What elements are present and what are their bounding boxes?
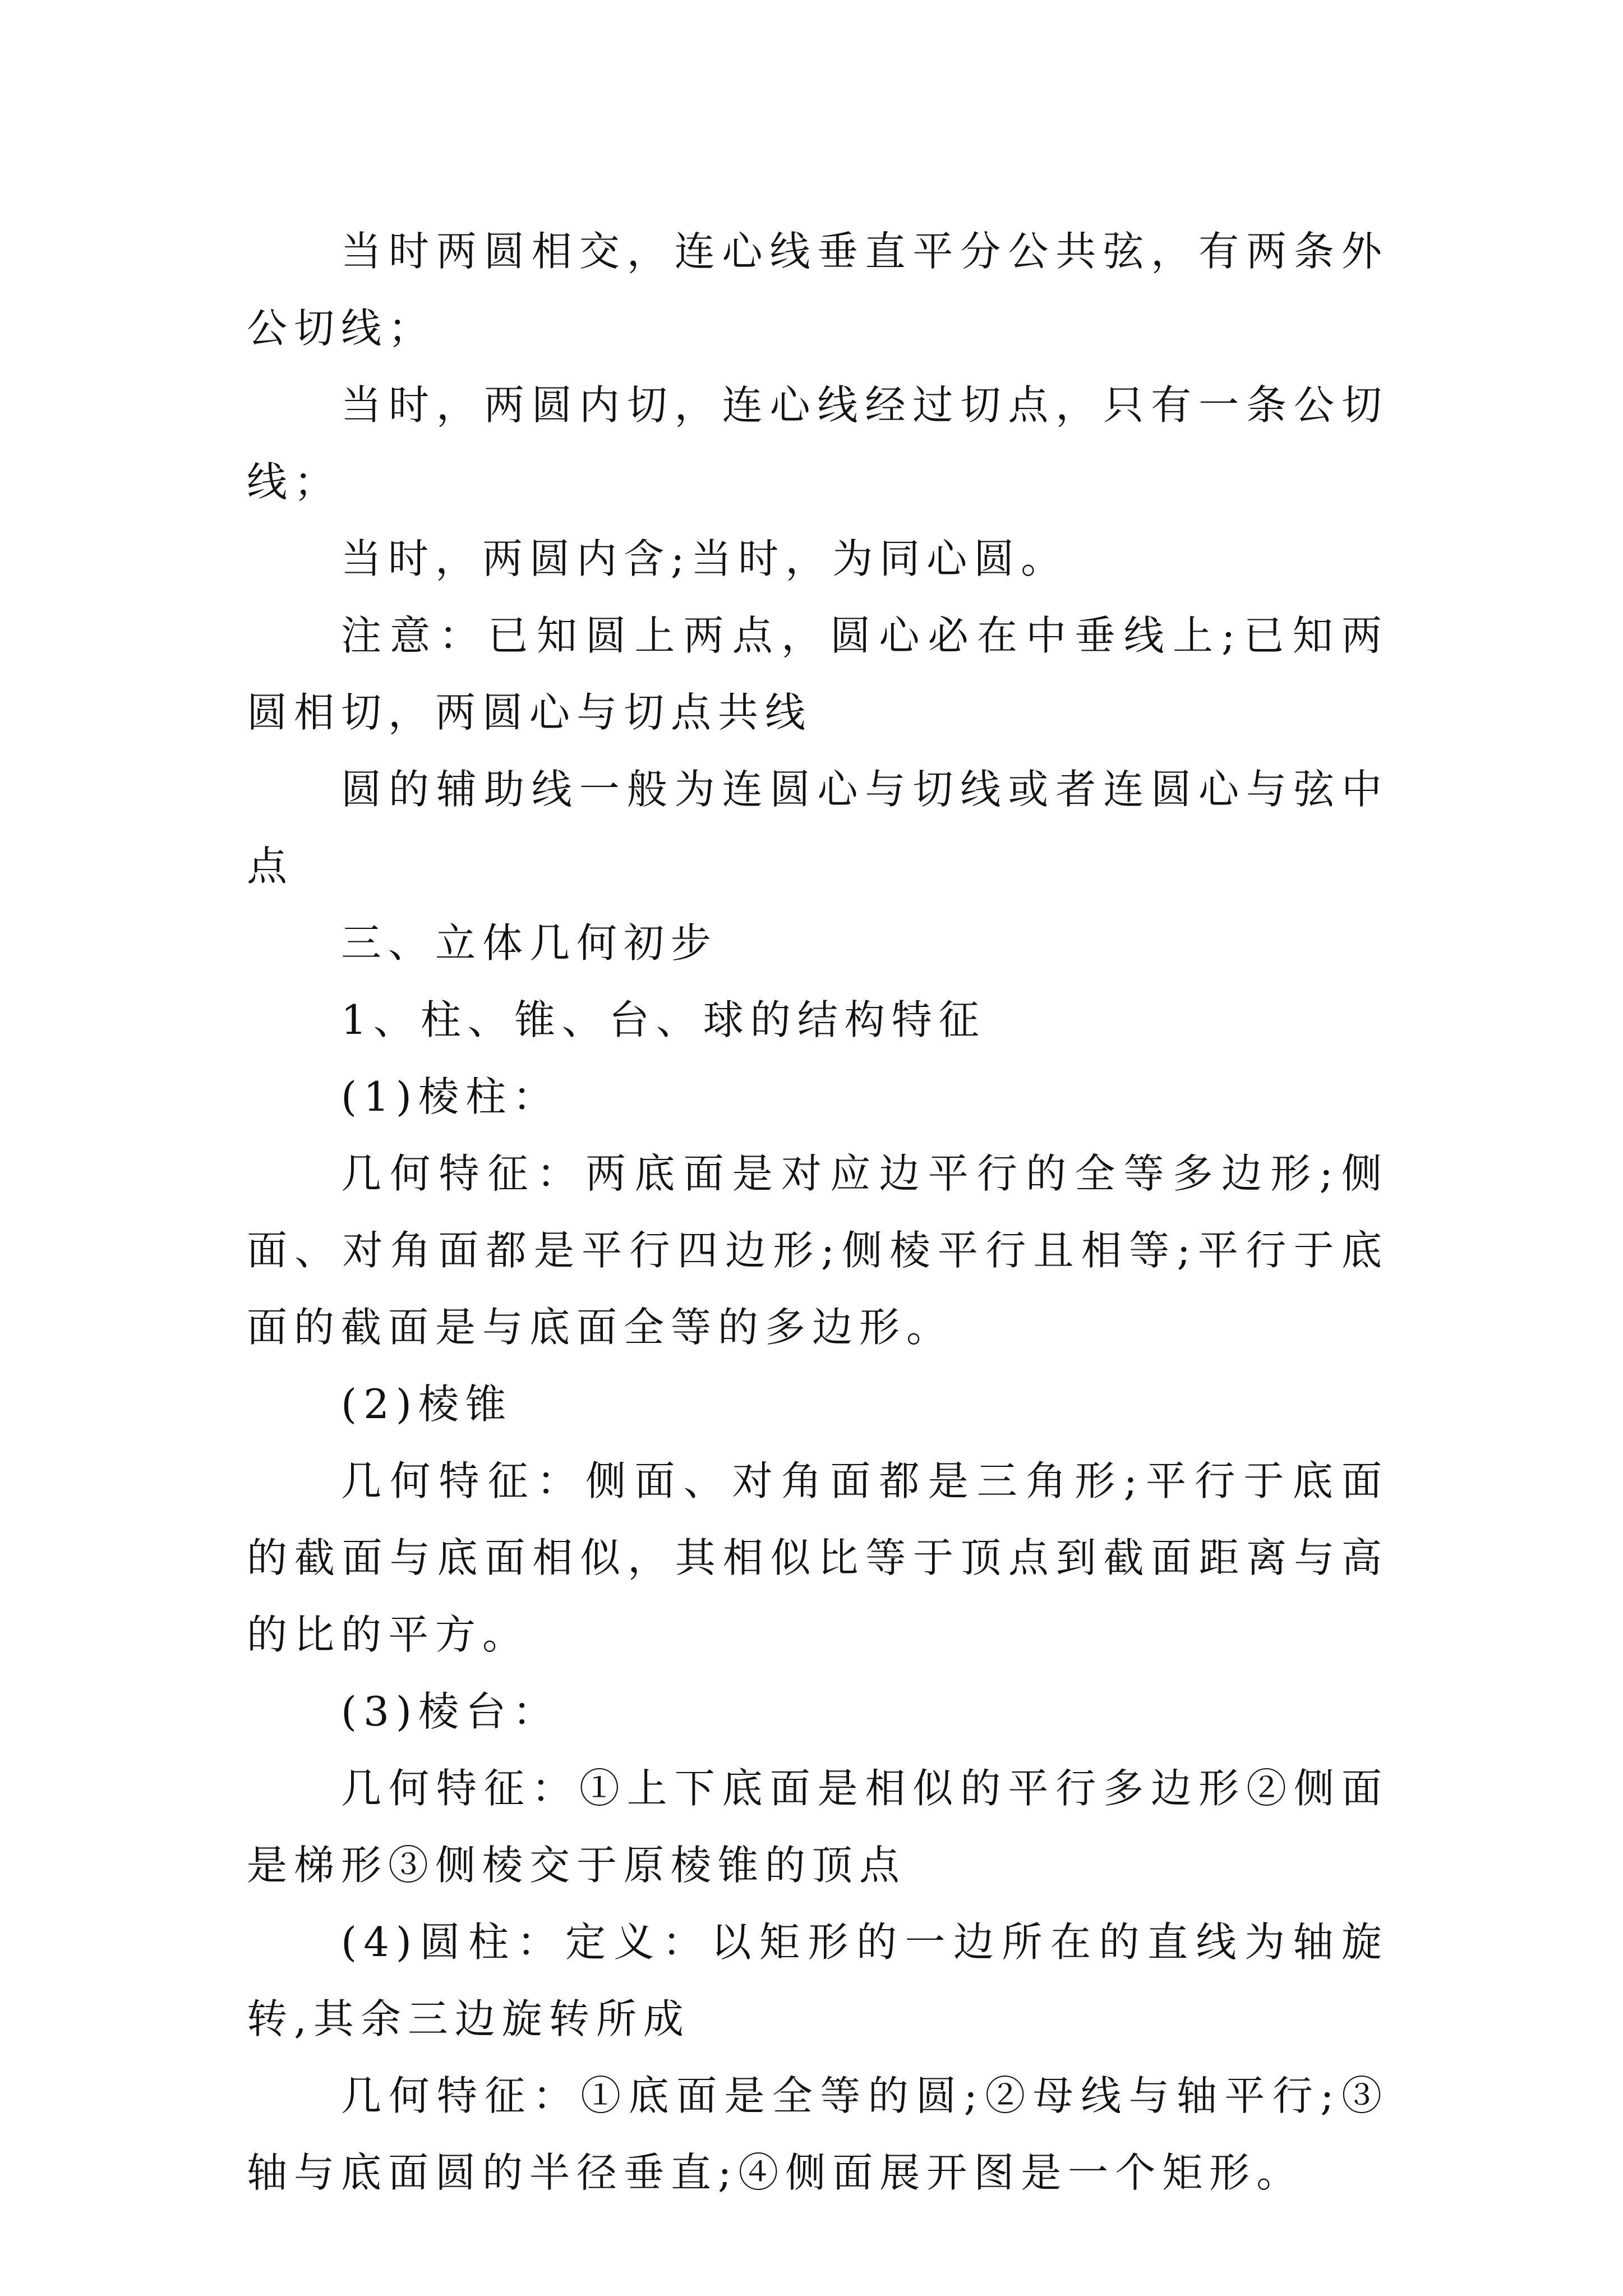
- item-heading-prism: (1)棱柱：: [341, 1073, 560, 1120]
- item-heading-frustum: (3)棱台：: [341, 1688, 560, 1735]
- subsection-heading-structure: 1、柱、锥、台、球的结构特征: [341, 996, 986, 1043]
- paragraph-frustum-features: 几何特征：①上下底面是相似的平行多边形②侧面是梯形③侧棱交于原棱锥的顶点: [247, 1765, 1389, 1889]
- paragraph-pyramid-features: 几何特征：侧面、对角面都是三角形;平行于底面的截面与底面相似，其相似比等于顶点到截面距离与高的比的平方。: [247, 1457, 1389, 1658]
- item-heading-pyramid: (2)棱锥: [341, 1381, 513, 1428]
- paragraph-note: 注意：已知圆上两点，圆心必在中垂线上;已知两圆相切，两圆心与切点共线: [247, 612, 1389, 736]
- paragraph-cylinder-definition: (4)圆柱：定义：以矩形的一边所在的直线为轴旋转,其余三边旋转所成: [247, 1918, 1389, 2042]
- paragraph-circle-contained: 当时，两圆内含;当时，为同心圆。: [341, 535, 1068, 582]
- paragraph-circle-internal-tangent: 当时，两圆内切，连心线经过切点，只有一条公切线；: [247, 381, 1389, 505]
- paragraph-auxiliary-lines: 圆的辅助线一般为连圆心与切线或者连圆心与弦中点: [247, 766, 1389, 890]
- paragraph-cylinder-features: 几何特征：①底面是全等的圆;②母线与轴平行;③轴与底面圆的半径垂直;④侧面展开图是一个矩形。: [247, 2072, 1389, 2196]
- paragraph-prism-features: 几何特征：两底面是对应边平行的全等多边形;侧面、对角面都是平行四边形;侧棱平行且相等;平行于底面的截面是与底面全等的多边形。: [247, 1150, 1389, 1351]
- document-body: [247, 213, 1389, 2211]
- section-heading-solid-geometry: 三、立体几何初步: [341, 919, 718, 967]
- paragraph-circle-intersect: 当时两圆相交，连心线垂直平分公共弦，有两条外公切线；: [247, 228, 1389, 352]
